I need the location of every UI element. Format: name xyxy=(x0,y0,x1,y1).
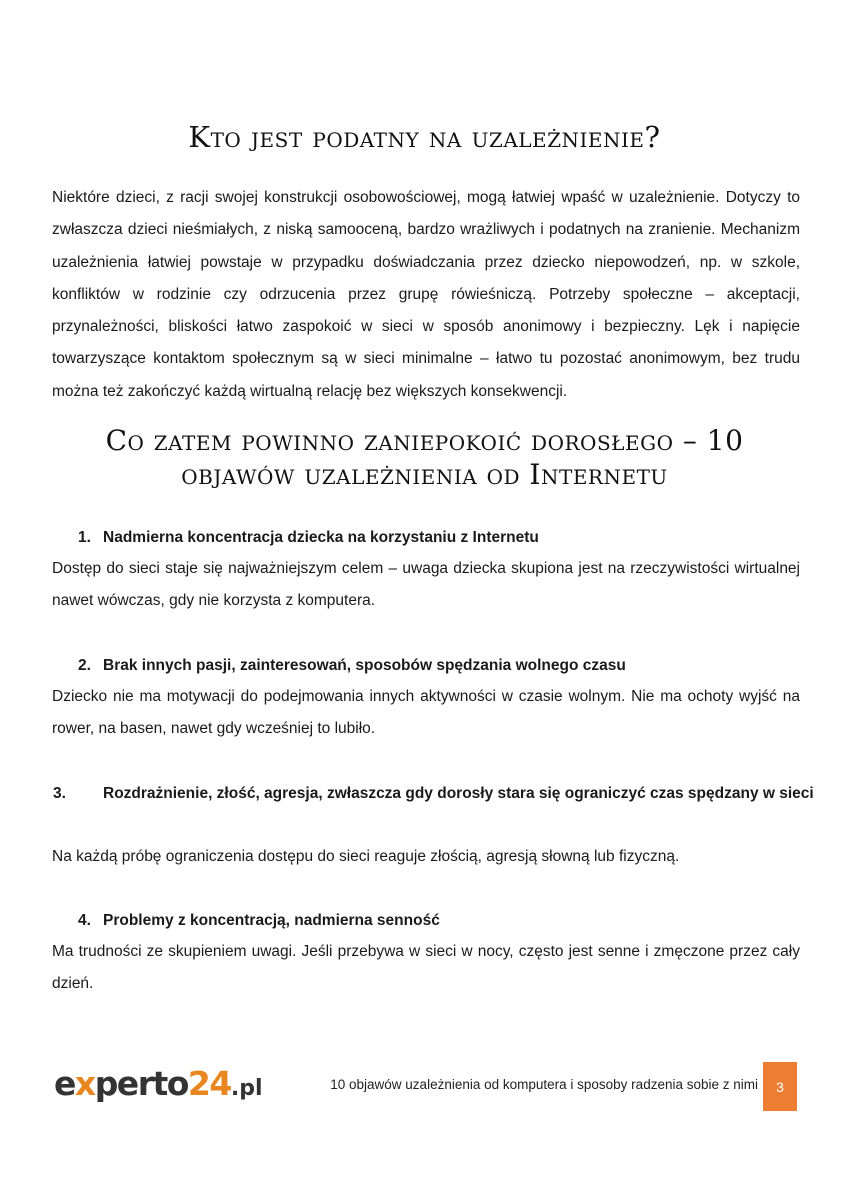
symptom-3-title: Rozdrażnienie, złość, agresja, zwłaszcza gdy dorosły stara się ograniczyć czas spędzany w sieci xyxy=(103,785,814,802)
symptom-2-body: Dziecko nie ma motywacji do podejmowania innych aktywności w czasie wolnym. Nie ma ochoty wyjść na rower, na basen, nawet gdy wcześniej to lubiło. xyxy=(52,688,800,738)
page-number-badge: 3 xyxy=(763,1062,797,1111)
symptom-4-body: Ma trudności ze skupieniem uwagi. Jeśli przebywa w sieci w nocy, często jest senne i zmęczone przez cały dzień. xyxy=(52,943,800,993)
heading-line-2: objawów uzależnienia od Internetu xyxy=(181,458,668,491)
section-heading-susceptibility: Kto jest podatny na uzależnienie? xyxy=(188,120,661,154)
symptom-2-title: Brak innych pasji, zainteresowań, sposobów spędzania wolnego czasu xyxy=(103,657,626,674)
symptom-3-body: Na każdą próbę ograniczenia dostępu do sieci reaguje złością, agresją słowną lub fizyczną. xyxy=(52,848,680,865)
symptom-4-heading xyxy=(78,905,800,936)
symptom-1-number: 1. xyxy=(78,529,91,546)
intro-paragraph: Niektóre dzieci, z racji swojej konstrukcji osobowościowej, mogą łatwiej wpaść w uzależnienie. Dotyczy to zwłaszcza dzieci nieśmiałych, z niską samooceną, bardzo wrażliwych i podatnych na zranienie. Mechanizm uzależnienia łatwiej powstaje w przypadku doświadczania przez dziecko niepowodzeń, np. w szkole, konfliktów w rodzinie czy odrzucenia przez grupę rówieśniczą. Potrzeby społeczne – akceptacji, przynależności, bliskości łatwo zaspokoić w sieci w sposób anonimowy i bezpieczny. Lęk i napięcie towarzyszące kontaktom społecznym są w sieci minimalne – łatwo tu pozostać anonimowym, bez trudu można też zakończyć każdą wirtualną relację bez większych konsekwencji. xyxy=(52,189,800,400)
symptom-2-heading xyxy=(78,650,800,681)
symptom-4-number: 4. xyxy=(78,912,91,929)
heading-line-1: Co zatem powinno zaniepokoić dorosłego – 10 xyxy=(105,424,744,457)
footer-caption: 10 objawów uzależnienia od komputera i sposoby radzenia sobie z nimi xyxy=(330,1077,758,1092)
symptom-1-heading xyxy=(78,522,800,553)
symptom-1-body: Dostęp do sieci staje się najważniejszym celem – uwaga dziecka skupiona jest na rzeczywistości wirtualnej nawet wówczas, gdy nie korzysta z komputera. xyxy=(52,560,800,610)
symptom-3-number: 3. xyxy=(53,785,66,802)
symptom-2-number: 2. xyxy=(78,657,91,674)
symptom-4-title: Problemy z koncentracją, nadmierna senność xyxy=(103,912,440,929)
experto24-logo: experto24.pl xyxy=(54,1064,263,1103)
symptom-3-heading xyxy=(53,778,825,809)
section-heading-symptoms xyxy=(40,424,809,492)
symptom-1-title: Nadmierna koncentracja dziecka na korzystaniu z Internetu xyxy=(103,529,539,546)
